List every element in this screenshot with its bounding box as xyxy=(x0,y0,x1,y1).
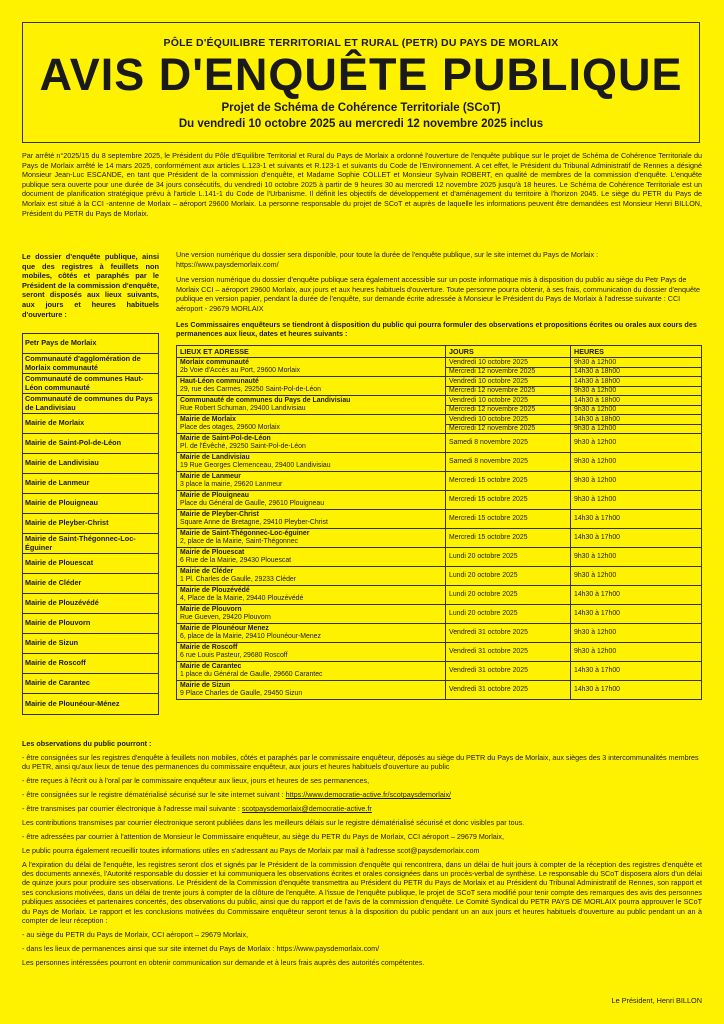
hours-cell: 9h30 à 12h00 xyxy=(571,405,702,415)
table-row xyxy=(177,491,702,510)
place-name: Mairie de Plounéour Menez xyxy=(180,625,269,633)
day-cell: Mercredi 12 novembre 2025 xyxy=(446,424,571,434)
place-name: Mairie de Cléder xyxy=(180,568,234,576)
hours-cell: 9h30 à 12h00 xyxy=(571,567,702,586)
day-cell: Vendredi 31 octobre 2025 xyxy=(446,681,571,700)
table-row xyxy=(177,605,702,624)
location-item: Communauté de communes Haut-Léon communauté xyxy=(23,374,158,394)
location-item: Mairie de Saint-Thégonnec-Loc-Éguiner xyxy=(23,534,158,554)
project-name: Projet de Schéma de Cohérence Territoriale (SCoT) xyxy=(221,102,501,114)
location-item: Mairie de Lanmeur xyxy=(23,474,158,494)
place-cell xyxy=(177,567,446,586)
place-cell xyxy=(177,662,446,681)
place-address: 19 Rue Georges Clemenceau, 29400 Landivisiau xyxy=(180,462,331,470)
table-row xyxy=(177,377,702,387)
place-cell xyxy=(177,396,446,415)
location-list xyxy=(22,333,159,715)
observation-bullet: - être consignées sur les registres d'enquête à feuillets non mobiles, côtés et paraphés par le commissaire enquêteur, déposés au siège du PETR du Pays de Morlaix, aux sièges des 3 intercommunalités membres du PETR, ainsi qu'aux lieux de tenue des permanences du commissaire enquêteur, aux jours et heures habituels d'ouverture au public xyxy=(22,752,699,772)
table-row xyxy=(177,472,702,491)
hours-cell: 9h30 à 12h00 xyxy=(571,434,702,453)
observation-paragraph: Le public pourra également recueillir toutes informations utiles en s'adressant au Pays de Morlaix par mail à l'adresse scot@paysdemorlaix.com xyxy=(22,845,480,855)
place-address: Square Anne de Bretagne, 29410 Pleyber-Christ xyxy=(180,519,328,527)
day-cell: Vendredi 31 octobre 2025 xyxy=(446,643,571,662)
hours-cell: 14h30 à 18h00 xyxy=(571,415,702,425)
day-cell: Mercredi 12 novembre 2025 xyxy=(446,405,571,415)
table-row xyxy=(177,662,702,681)
place-name: Communauté de communes du Pays de Landivisiau xyxy=(180,397,351,405)
place-cell xyxy=(177,624,446,643)
location-item: Mairie de Saint-Pol-de-Léon xyxy=(23,434,158,454)
day-cell: Lundi 20 octobre 2025 xyxy=(446,548,571,567)
place-address: 1 place du Général de Gaulle, 29660 Carantec xyxy=(180,671,323,679)
hours-cell: 14h30 à 18h00 xyxy=(571,367,702,377)
place-cell xyxy=(177,586,446,605)
place-cell xyxy=(177,529,446,548)
day-cell: Vendredi 31 octobre 2025 xyxy=(446,662,571,681)
day-cell: Samedi 8 novembre 2025 xyxy=(446,434,571,453)
place-name: Mairie de Plouescat xyxy=(180,549,245,557)
day-cell: Lundi 20 octobre 2025 xyxy=(446,567,571,586)
location-item: Mairie de Plouescat xyxy=(23,554,158,574)
hours-cell: 14h30 à 17h00 xyxy=(571,681,702,700)
permanences-intro: Les Commissaires enquêteurs se tiendront à disposition du public qui pourra formuler des observations et propositions écrites ou orales aux cours des permanences aux lieux, dates et heures suivants : xyxy=(176,319,697,339)
hours-cell: 14h30 à 18h00 xyxy=(571,396,702,406)
place-name: Mairie de Plouvorn xyxy=(180,606,242,614)
hours-cell: 14h30 à 17h00 xyxy=(571,586,702,605)
place-address: Rue Gueven, 29420 Plouvorn xyxy=(180,614,271,622)
place-address: Pl. de l'Évêché, 29250 Saint-Pol-de-Léon xyxy=(180,443,306,451)
hours-cell: 9h30 à 12h00 xyxy=(571,491,702,510)
inquiry-dates: Du vendredi 10 octobre 2025 au mercredi 12 novembre 2025 inclus xyxy=(178,118,544,130)
location-item: Mairie de Sizun xyxy=(23,634,158,654)
table-row xyxy=(177,548,702,567)
hours-cell: 14h30 à 17h00 xyxy=(571,529,702,548)
location-item: Mairie de Roscoff xyxy=(23,654,158,674)
place-name: Mairie de Pleyber-Christ xyxy=(180,511,259,519)
hours-cell: 9h30 à 12h00 xyxy=(571,643,702,662)
day-cell: Vendredi 10 octobre 2025 xyxy=(446,358,571,368)
place-name: Mairie de Saint-Thégonnec-Loc-éguiner xyxy=(180,530,310,538)
place-address: 2, place de la Mairie, Saint-Thégonnec xyxy=(180,538,298,546)
notice-title: AVIS D'ENQUÊTE PUBLIQUE xyxy=(39,49,683,100)
digital-dossier-paragraph xyxy=(176,250,702,269)
day-cell: Vendredi 10 octobre 2025 xyxy=(446,415,571,425)
place-cell xyxy=(177,548,446,567)
permanences-table xyxy=(176,345,702,701)
closing-paragraph: A l'expiration du délai de l'enquête, les registres seront clos et signés par le Président de la commission d'enquête qui rencontrera, dans un délai de huit jours à compter de la réception des registres d'enquête et des documents annexés, l'Autorité responsable du dossier et lui communiquera les observations écrites et orales consignées dans un procès-verbal de synthèse. Le responsable du SCoT disposera alors d'un délai de quinze jours pour produire ses observations. Le Président de la Commission d'enquête transmettra au Président du PETR du Pays de Morlaix et au Président du Tribunal Administratif de Rennes, son rapport et ses conclusions motivées, dans un délai de trente jours à compter de la clôture de l'enquête. A l'issue de l'enquête publique, le projet de SCoT sera modifié pour tenir compte des remarques des avis des personnes publiques associées et partenaires concertés, des observations du public, ainsi que du rapport et de l'avis de la commission d'enquête. Le Comité Syndical du PETR PAYS DE MORLAIX pourra approuver le SCoT du Pays de Morlaix. Le rapport et les conclusions motivées du Commissaire enquêteur seront tenus à la disposition du public pendant un an aux jours et heures habituels d'ouverture au public pendant un an à compter de leur réception : xyxy=(22,859,702,926)
day-cell: Samedi 8 novembre 2025 xyxy=(446,453,571,472)
place-cell xyxy=(177,453,446,472)
day-cell: Mercredi 12 novembre 2025 xyxy=(446,367,571,377)
observation-paragraph: Les personnes intéressées pourront en obtenir communication sur demande et à leurs frais auprès des autorités compétentes. xyxy=(22,957,425,967)
table-row xyxy=(177,358,702,368)
intro-paragraph: Par arrêté n°2025/15 du 8 septembre 2025, le Président du Pôle d'Equilibre Territorial et Rural du Pays de Morlaix a ordonné l'ouverture de l'enquête publique sur le projet de Schéma de Cohérence Territoriale du Pays de Morlaix arrêté le 14 mars 2025, conformément aux articles L.123-1 et suivants et R.123-1 et suivants du Code de l'Environnement. A cet effet, le Président du Tribunal Administratif de Rennes a désigné Monsieur Jean-Luc ESCANDE, en tant que Président de la commission d'enquête, et Madame Sophie COLLET et Monsieur Sylvain ROBERT, en qualité de membres de la commission d'enquête. L'enquête publique sera ouverte pour une durée de 34 jours consécutifs, du vendredi 10 octobre 2025 à partir de 9 heures 30 au mercredi 12 novembre 2025 jusqu'à 18 heures. Le Schéma de Cohérence Territoriale est un document de planification stratégique prévu à l'article L.141-1 du Code de l'Urbanisme. Il définit les objectifs de développement et d'aménagement du territoire à l'horizon 2045. Le siège du PETR du Pays de Morlaix est situé à la CCI -antenne de Morlaix – aéroport 29600 Morlaix. La personne responsable du projet de SCoT et auprès de laquelle les informations peuvent être demandées est Monsieur Henri BILLON, Président du PETR du Pays de Morlaix. xyxy=(22,151,702,218)
location-item: Mairie de Plouzévédé xyxy=(23,594,158,614)
registry-link[interactable]: https://www.democratie-active.fr/scotpaysdemorlaix/ xyxy=(285,790,452,800)
observation-bullet: - être reçues à l'écrit ou à l'oral par le commissaire enquêteur aux lieux, jours et heures de ses permanences, xyxy=(22,776,370,786)
place-address: 4, Place de la Mairie, 29440 Plouzévédé xyxy=(180,595,304,603)
place-name: Mairie de Lanmeur xyxy=(180,473,241,481)
observation-bullet xyxy=(22,804,702,813)
location-item: Mairie de Plouvorn xyxy=(23,614,158,634)
place-address: 9 Place Charles de Gaulle, 29450 Sizun xyxy=(180,690,303,698)
hours-cell: 9h30 à 12h00 xyxy=(571,358,702,368)
observations-heading: Les observations du public pourront : xyxy=(22,739,152,748)
day-cell: Mercredi 15 octobre 2025 xyxy=(446,529,571,548)
header-days: JOURS xyxy=(446,345,571,358)
table-row xyxy=(177,434,702,453)
location-item: Mairie de Carantec xyxy=(23,674,158,694)
place-address: 2b Voie d'Accès au Port, 29600 Morlaix xyxy=(180,367,301,375)
place-name: Mairie de Plouigneau xyxy=(180,492,249,500)
place-address: Place du Général de Gaulle, 29610 Plouigneau xyxy=(180,500,325,508)
hours-cell: 14h30 à 17h00 xyxy=(571,605,702,624)
table-row xyxy=(177,643,702,662)
hours-cell: 9h30 à 12h00 xyxy=(571,386,702,396)
place-name: Mairie de Carantec xyxy=(180,663,242,671)
day-cell: Lundi 20 octobre 2025 xyxy=(446,586,571,605)
place-address: 1 Pl. Charles de Gaulle, 29233 Cléder xyxy=(180,576,297,584)
observation-bullet: - être adressées par courrier à l'attention de Monsieur le Commissaire enquêteur, au siège du PETR du Pays de Morlaix, CCI aéroport – 29679 Morlaix, xyxy=(22,831,504,841)
right-column xyxy=(176,250,702,700)
table-row xyxy=(177,567,702,586)
hours-cell: 14h30 à 17h00 xyxy=(571,510,702,529)
day-cell: Lundi 20 octobre 2025 xyxy=(446,605,571,624)
observations-section xyxy=(22,739,702,972)
table-row xyxy=(177,586,702,605)
table-row xyxy=(177,415,702,425)
day-cell: Vendredi 31 octobre 2025 xyxy=(446,624,571,643)
registry-text: - être consignées sur le registre dématérialisé sécurisé sur le site internet suivant : xyxy=(22,790,286,800)
place-name: Mairie de Landivisiau xyxy=(180,454,250,462)
hours-cell: 9h30 à 12h00 xyxy=(571,624,702,643)
email-link[interactable]: scotpaysdemorlaix@democratie-active.fr xyxy=(241,804,372,814)
place-cell xyxy=(177,377,446,396)
day-cell: Mercredi 12 novembre 2025 xyxy=(446,386,571,396)
place-cell xyxy=(177,605,446,624)
place-address: 6 rue Louis Pasteur, 29680 Roscoff xyxy=(180,652,288,660)
place-cell xyxy=(177,510,446,529)
location-item: Communauté d'agglomération de Morlaix communauté xyxy=(23,354,158,374)
hours-cell: 14h30 à 18h00 xyxy=(571,377,702,387)
location-item: Petr Pays de Morlaix xyxy=(23,334,158,354)
computer-access-paragraph: Une version numérique du dossier d'enquête publique sera également accessible sur un poste informatique mis à disposition du public au siège du Petr Pays de Morlaix CCI – aéroport 29600 Morlaix, aux jours et aux heures habituels d'ouverture. Toute personne pourra obtenir, à ses frais, communication du dossier d'enquête publique en version papier, pendant la durée de l'enquête, sur demande écrite adressée à Monsieur le Président du Pays de Morlaix à l'adresse suivante : CCI aéroport - 29679 MORLAIX xyxy=(176,275,700,313)
table-row xyxy=(177,529,702,548)
place-cell xyxy=(177,358,446,377)
place-cell xyxy=(177,434,446,453)
table-row xyxy=(177,396,702,406)
table-header-row xyxy=(177,345,702,358)
place-name: Morlaix communauté xyxy=(180,359,249,367)
place-name: Mairie de Sizun xyxy=(180,682,231,690)
place-name: Mairie de Plouzévédé xyxy=(180,587,250,595)
hours-cell: 9h30 à 12h00 xyxy=(571,424,702,434)
place-name: Haut-Léon communauté xyxy=(180,378,259,386)
header-hours: HEURES xyxy=(571,345,702,358)
day-cell: Mercredi 15 octobre 2025 xyxy=(446,491,571,510)
email-text: - être transmises par courrier électronique à l'adresse mail suivante : xyxy=(22,804,242,814)
day-cell: Vendredi 10 octobre 2025 xyxy=(446,377,571,387)
table-row xyxy=(177,510,702,529)
hours-cell: 9h30 à 12h00 xyxy=(571,453,702,472)
location-item: Mairie de Cléder xyxy=(23,574,158,594)
organization-name: PÔLE D'ÉQUILIBRE TERRITORIAL ET RURAL (PETR) DU PAYS DE MORLAIX xyxy=(163,37,559,49)
header-places: LIEUX ET ADRESSE xyxy=(177,345,446,358)
table-row xyxy=(177,453,702,472)
dossier-locations xyxy=(22,252,159,715)
table-row xyxy=(177,681,702,700)
location-item: Communauté de communes du Pays de Landivisiau xyxy=(23,394,158,414)
place-cell xyxy=(177,472,446,491)
place-cell xyxy=(177,415,446,434)
place-address: 3 place la mairie, 29620 Lanmeur xyxy=(180,481,283,489)
place-address: 6 Rue de la Mairie, 29430 Plouescat xyxy=(180,557,292,565)
place-name: Mairie de Morlaix xyxy=(180,416,236,424)
place-address: 29, rue des Carmes, 29250 Saint-Pol-de-Léon xyxy=(180,386,321,394)
place-cell xyxy=(177,643,446,662)
location-item: Mairie de Pleyber-Christ xyxy=(23,514,158,534)
header-box xyxy=(22,22,700,143)
place-address: Rue Robert Schuman, 29400 Landivisiau xyxy=(180,405,306,413)
place-name: Mairie de Saint-Pol-de-Léon xyxy=(180,435,271,443)
location-item: Mairie de Plouigneau xyxy=(23,494,158,514)
website-link[interactable]: https://www.paysdemorlaix.com/ xyxy=(176,259,279,269)
table-row xyxy=(177,624,702,643)
day-cell: Mercredi 15 octobre 2025 xyxy=(446,510,571,529)
place-cell xyxy=(177,491,446,510)
report-location-bullet: - dans les lieux de permanences ainsi que sur site internet du Pays de Morlaix : https://www.paysdemorlaix.com/ xyxy=(22,943,380,953)
hours-cell: 9h30 à 12h00 xyxy=(571,548,702,567)
place-name: Mairie de Roscoff xyxy=(180,644,238,652)
place-address: 6, place de la Mairie, 29410 Plounéour-Menez xyxy=(180,633,321,641)
dossier-intro: Le dossier d'enquête publique, ainsi que des registres à feuillets non mobiles, côtés et paraphés par le Président de la commission d'enquête, seront disposés aux lieux suivants, aux jours et heures habituels d'ouverture : xyxy=(22,252,159,319)
location-item: Mairie de Morlaix xyxy=(23,414,158,434)
signature: Le Président, Henri BILLON xyxy=(611,996,702,1005)
day-cell: Vendredi 10 octobre 2025 xyxy=(446,396,571,406)
location-item: Mairie de Plounéour-Ménez xyxy=(25,698,120,708)
place-cell xyxy=(177,681,446,700)
hours-cell: 9h30 à 12h00 xyxy=(571,472,702,491)
digital-dossier-text: Une version numérique du dossier sera disponible, pour toute la durée de l'enquête publique, sur le site internet du Pays de Morlaix : xyxy=(176,250,599,259)
place-address: Place des otages, 29600 Morlaix xyxy=(180,424,280,432)
observation-bullet xyxy=(22,790,702,799)
location-item: Mairie de Landivisiau xyxy=(23,454,158,474)
report-location-bullet: - au siège du PETR du Pays de Morlaix, CCI aéroport – 29679 Morlaix, xyxy=(22,930,249,939)
observation-paragraph: Les contributions transmises par courrier électronique seront publiées dans les meilleurs délais sur le registre dématérialisé sécurisé et donc visibles par tous. xyxy=(22,817,525,827)
day-cell: Mercredi 15 octobre 2025 xyxy=(446,472,571,491)
hours-cell: 14h30 à 17h00 xyxy=(571,662,702,681)
